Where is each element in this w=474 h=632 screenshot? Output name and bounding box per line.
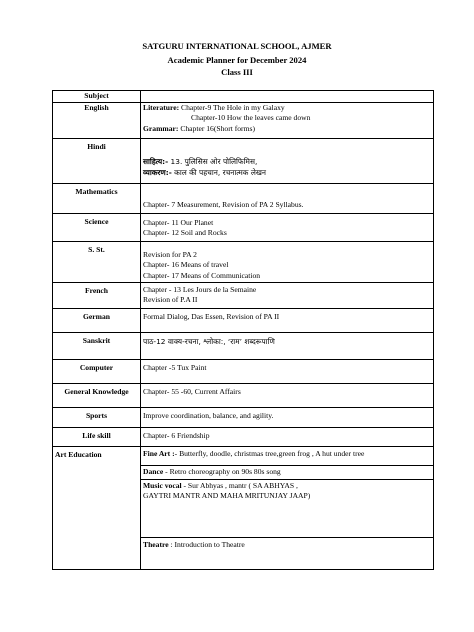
- table-row-german: [53, 308, 434, 332]
- computer-content: Chapter -5 Tux Paint: [143, 362, 207, 372]
- subject-gk: General Knowledge: [53, 383, 141, 407]
- subject-art: Art Education: [53, 446, 141, 569]
- grammar-chapter: Chapter 16(Short forms): [178, 123, 255, 133]
- fine-art-content: - Butterfly, doodle, christmas tree,green frog , A hut under tree: [174, 448, 365, 458]
- fine-art-label: Fine Art :: [143, 448, 175, 458]
- content-german: [141, 308, 434, 332]
- music-content-2: GAYTRI MANTR AND MAHA MRITUNJAY JAAP): [143, 491, 311, 501]
- content-french: [141, 282, 434, 308]
- sahitya-label: साहित्य:-: [143, 156, 169, 166]
- content-mathematics: [141, 183, 434, 213]
- art-theatre: [141, 538, 433, 553]
- table-row-lifeskill: [53, 427, 434, 446]
- content-sports: [141, 407, 434, 427]
- subject-lifeskill: Life skill: [53, 427, 141, 446]
- subject-hindi: Hindi: [53, 138, 141, 183]
- sahitya-content: 13. पुलिसिस ओर पोलिफिमिस,: [168, 156, 258, 166]
- content-english: [141, 102, 434, 138]
- content-sanskrit: [141, 332, 434, 359]
- subject-english: English: [53, 102, 141, 138]
- table-row-sports: [53, 407, 434, 427]
- gk-content: Chapter- 55 -60, Current Affairs: [143, 386, 241, 396]
- class-title: Class III: [221, 67, 253, 77]
- dance-label: Dance: [143, 466, 164, 476]
- german-content: Formal Dialog, Das Essen, Revision of PA II: [143, 311, 280, 321]
- subject-sports: Sports: [53, 407, 141, 427]
- sst-line-1: Revision for PA 2: [143, 249, 197, 259]
- table-row-french: [53, 282, 434, 308]
- table-row-sanskrit: [53, 332, 434, 359]
- art-music: [141, 480, 433, 538]
- sst-line-2: Chapter- 16 Means of travel: [143, 260, 229, 270]
- grammar-label: Grammar:: [143, 123, 179, 133]
- subject-sanskrit: Sanskrit: [53, 332, 141, 359]
- planner-title: Academic Planner for December 2024: [167, 55, 307, 65]
- dance-content: - Retro choreography on 90s 80s song: [163, 466, 281, 476]
- music-label: Music vocal: [143, 480, 182, 490]
- literature-chapter-9: Chapter-9 The Hole in my Galaxy: [179, 102, 285, 112]
- art-dance: [141, 466, 433, 480]
- literature-label: Literature:: [143, 102, 180, 112]
- sanskrit-content: पाठ-12 वाक्य-रचना, श्लोका:, ‘राम’ शब्दरूपाणि: [143, 336, 275, 346]
- subject-computer: Computer: [53, 359, 141, 383]
- content-lifeskill: [141, 427, 434, 446]
- content-hindi: [141, 138, 434, 183]
- table-row-gk: [53, 383, 434, 407]
- table-header-row: [53, 91, 434, 103]
- subject-science: Science: [53, 213, 141, 241]
- content-gk: [141, 383, 434, 407]
- subject-header: Subject: [53, 91, 141, 103]
- table-row-sst: [53, 241, 434, 282]
- subject-mathematics: Mathematics: [53, 183, 141, 213]
- sst-line-3: Chapter- 17 Means of Communication: [143, 270, 261, 280]
- vyakaran-content: काल की पहचान, रचनात्मक लेखन: [171, 167, 266, 177]
- vyakaran-label: व्याकरण:-: [143, 167, 172, 177]
- content-computer: [141, 359, 434, 383]
- math-content: Chapter- 7 Measurement, Revision of PA 2 Syllabus.: [143, 199, 304, 209]
- planner-table: [52, 90, 434, 570]
- literature-chapter-10: Chapter-10 How the leaves came down: [191, 113, 311, 123]
- sports-content: Improve coordination, balance, and agility.: [143, 410, 274, 420]
- theatre-label: Theatre: [143, 539, 169, 549]
- science-line-2: Chapter- 12 Soil and Rocks: [143, 228, 227, 238]
- french-line-2: Revision of P.A II: [143, 295, 198, 305]
- content-sst: [141, 241, 434, 282]
- content-header: [141, 91, 434, 103]
- subject-german: German: [53, 308, 141, 332]
- lifeskill-content: Chapter- 6 Friendship: [143, 430, 210, 440]
- content-art: [141, 446, 434, 569]
- table-row-hindi: [53, 138, 434, 183]
- science-line-1: Chapter- 11 Our Planet: [143, 217, 214, 227]
- table-row-mathematics: [53, 183, 434, 213]
- art-fine: [141, 447, 433, 466]
- table-row-computer: [53, 359, 434, 383]
- table-row-art: [53, 446, 434, 569]
- music-content-1: - Sur Abhyas , mantr ( SA ABHYAS ,: [181, 480, 298, 490]
- table-row-english: [53, 102, 434, 138]
- subject-sst: S. St.: [53, 241, 141, 282]
- subject-french: French: [53, 282, 141, 308]
- content-science: [141, 213, 434, 241]
- theatre-content: : Introduction to Theatre: [168, 539, 245, 549]
- table-row-science: [53, 213, 434, 241]
- school-name: SATGURU INTERNATIONAL SCHOOL, AJMER: [142, 41, 332, 51]
- french-line-1: Chapter - 13 Les Jours de la Semaine: [143, 284, 257, 294]
